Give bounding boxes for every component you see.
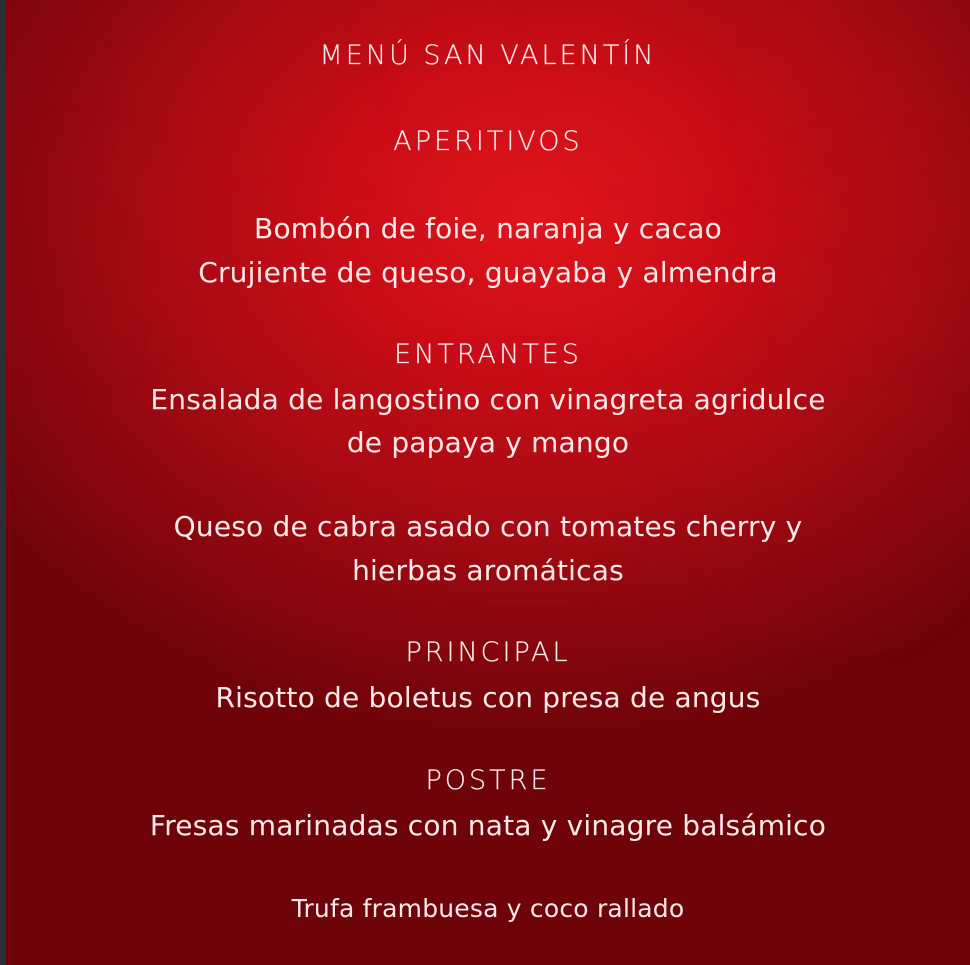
dish-item: Fresas marinadas con nata y vinagre balsámico [149,809,827,842]
dish-item: Queso de cabra asado con tomates cherry y [173,510,803,543]
menu-text [6,0,970,965]
dish-item: hierbas aromáticas [352,554,624,587]
dish-item: Bombón de foie, naranja y cacao [254,212,722,245]
section-heading-entrantes: ENTRANTES [394,339,582,370]
dish-item: de papaya y mango [346,426,630,459]
section-heading-postre: POSTRE [425,765,551,796]
menu-title: MENÚ SAN VALENTÍN [319,40,657,71]
section-heading-principal: PRINCIPAL [405,637,571,668]
menu-card [6,0,970,965]
dish-item: Ensalada de langostino con vinagreta agridulce [150,383,826,416]
dish-item: Risotto de boletus con presa de angus [215,681,761,714]
section-heading-aperitivos: APERITIVOS [393,126,583,157]
dish-item: Trufa frambuesa y coco rallado [291,894,685,923]
dish-item: Crujiente de queso, guayaba y almendra [198,256,778,289]
